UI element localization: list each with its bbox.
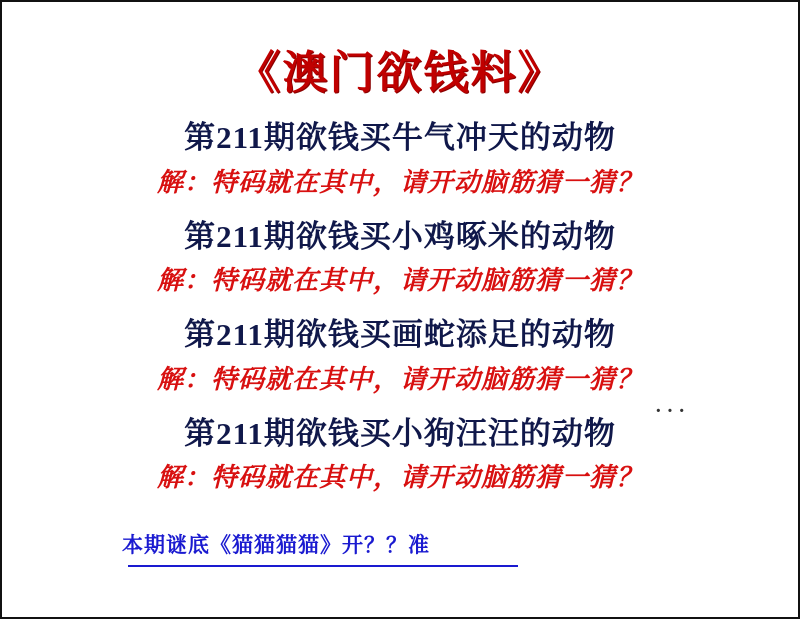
answer-line-2: 解：特码就在其中，请开动脑筋猜一猜？	[156, 266, 643, 296]
entry-block-3	[2, 316, 798, 397]
footer-underline	[128, 565, 518, 567]
decorative-dots: ···	[654, 400, 690, 422]
entry-block-4	[2, 415, 798, 496]
footer	[2, 529, 798, 567]
page-title: 《澳门欲钱料》	[235, 48, 565, 98]
answer-line-4: 解：特码就在其中，请开动脑筋猜一猜？	[156, 463, 643, 493]
riddle-line-4: 第211期欲钱买小狗汪汪的动物	[184, 415, 616, 451]
riddle-line-1: 第211期欲钱买牛气冲天的动物	[184, 120, 616, 155]
entry-block-1	[2, 119, 798, 200]
answer-line-3: 解：特码就在其中，请开动脑筋猜一猜？	[156, 364, 643, 394]
riddle-line-3: 第211期欲钱买画蛇添足的动物	[184, 317, 616, 353]
entry-block-2	[2, 218, 798, 299]
footer-text: 本期谜底《猫猫猫猫》开？？准	[122, 533, 430, 558]
answer-line-1: 解：特码就在其中，请开动脑筋猜一猜？	[156, 167, 643, 197]
riddle-line-2: 第211期欲钱买小鸡啄米的动物	[184, 218, 616, 254]
